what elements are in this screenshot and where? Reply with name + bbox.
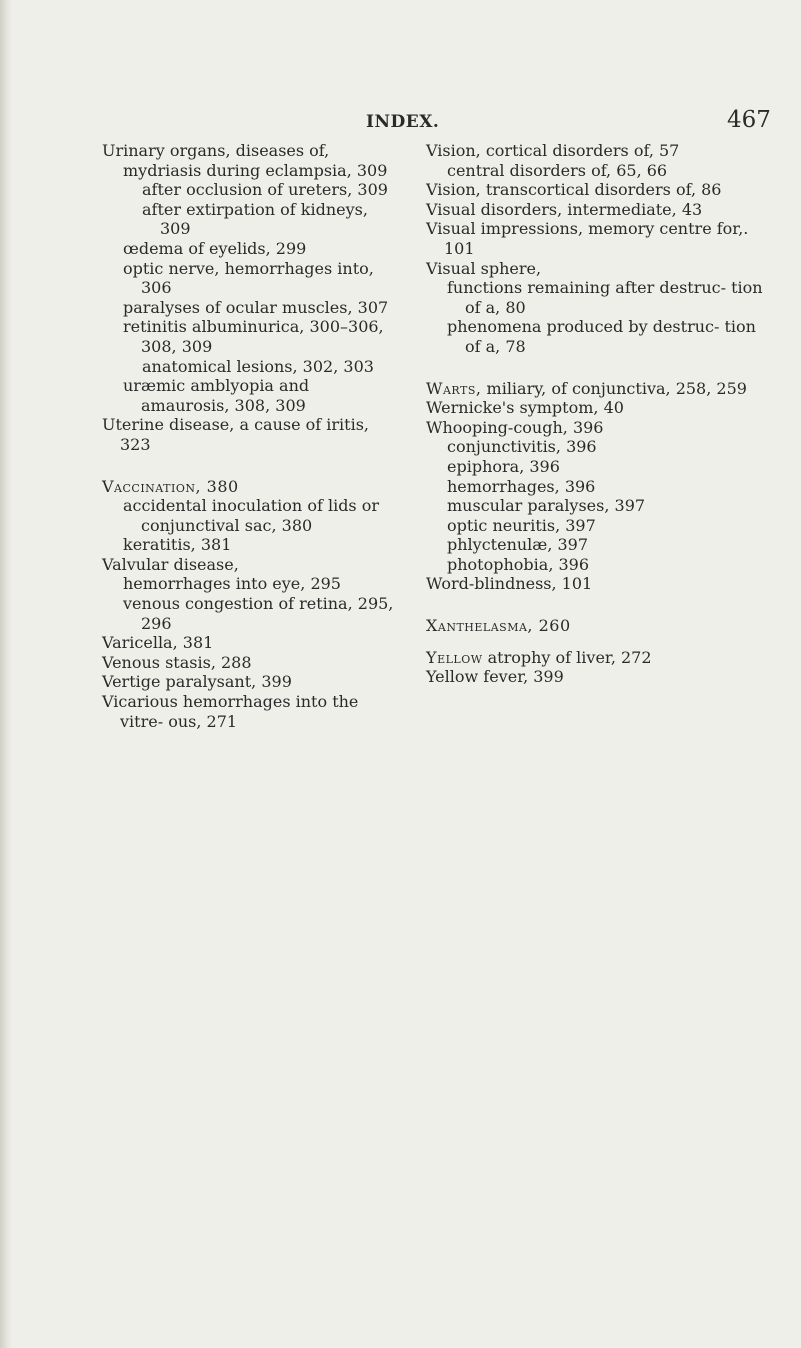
index-entry: Whooping-cough, 396 xyxy=(426,417,604,437)
index-entry: Vision, transcortical disorders of, 86 xyxy=(426,180,722,200)
index-entry: Yellow atrophy of liver, 272 xyxy=(426,647,652,667)
index-entry: Vaccination, 380 xyxy=(102,476,239,496)
index-entry: Urinary organs, diseases of, xyxy=(102,141,330,160)
index-entry: Visual impressions, memory centre for,. 101 xyxy=(426,219,749,258)
index-subentry: accidental inoculation of lids or conjunctival sac, 380 xyxy=(123,496,380,535)
index-subentry: optic neuritis, 397 xyxy=(447,515,596,535)
index-subentry: phenomena produced by destruc- tion of a, 78 xyxy=(447,317,756,356)
page-header xyxy=(0,104,801,134)
index-subentry: functions remaining after destruc- tion of a, 80 xyxy=(447,278,763,317)
index-subentry: muscular paralyses, 397 xyxy=(447,496,646,516)
index-subentry: optic nerve, hemorrhages into, 306 xyxy=(123,258,374,298)
index-entry: Warts, miliary, of conjunctiva, 258, 259 xyxy=(426,378,747,398)
index-subentry: conjunctivitis, 396 xyxy=(447,437,597,457)
entry-gap xyxy=(426,357,763,379)
page-edge-shadow xyxy=(0,0,12,1348)
index-subentry: retinitis albuminurica, 300–306, 308, 309 xyxy=(123,317,384,356)
index-subentry: central disorders of, 65, 66 xyxy=(447,160,668,180)
index-subentry: hemorrhages, 396 xyxy=(447,476,596,496)
index-column-left xyxy=(102,141,400,731)
index-subentry: hemorrhages into eye, 295 xyxy=(123,574,341,594)
entry-gap xyxy=(102,455,400,477)
index-entry: Wernicke's symptom, 40 xyxy=(426,398,624,418)
index-subentry: after occlusion of ureters, 309 xyxy=(142,180,388,200)
index-subentry: œdema of eyelids, 299 xyxy=(123,238,307,258)
index-subentry: anatomical lesions, 302, 303 xyxy=(142,356,374,376)
index-entry: Xanthelasma, 260 xyxy=(426,616,571,636)
index-subentry: mydriasis during eclampsia, 309 xyxy=(123,160,388,180)
entry-gap xyxy=(426,636,763,648)
running-title: INDEX. xyxy=(366,112,440,132)
index-subentry: after extirpation of kidneys, 309 xyxy=(142,199,368,239)
index-subentry: paralyses of ocular muscles, 307 xyxy=(123,297,389,317)
index-entry: Vision, cortical disorders of, 57 xyxy=(426,141,680,160)
index-entry: Varicella, 381 xyxy=(102,633,214,653)
page-number: 467 xyxy=(727,107,771,133)
index-entry: Venous stasis, 288 xyxy=(102,652,252,672)
index-subentry: keratitis, 381 xyxy=(123,535,232,555)
index-entry: Yellow fever, 399 xyxy=(426,667,564,687)
index-entry: Vicarious hemorrhages into the vitre- ous, 271 xyxy=(102,692,359,731)
index-subentry: photophobia, 396 xyxy=(447,554,590,574)
index-subentry: uræmic amblyopia and amaurosis, 308, 309 xyxy=(123,376,310,415)
entry-gap xyxy=(426,594,763,616)
index-subentry: epiphora, 396 xyxy=(447,456,560,476)
index-entry: Uterine disease, a cause of iritis, 323 xyxy=(102,415,369,454)
index-column-right xyxy=(426,141,763,687)
index-entry: Visual sphere, xyxy=(426,258,542,278)
index-subentry: venous congestion of retina, 295, 296 xyxy=(123,594,394,633)
index-entry: Word-blindness, 101 xyxy=(426,574,593,594)
index-subentry: phlyctenulæ, 397 xyxy=(447,535,589,555)
index-entry: Visual disorders, intermediate, 43 xyxy=(426,199,703,219)
index-entry: Valvular disease, xyxy=(102,554,239,574)
index-entry: Vertige paralysant, 399 xyxy=(102,672,292,692)
